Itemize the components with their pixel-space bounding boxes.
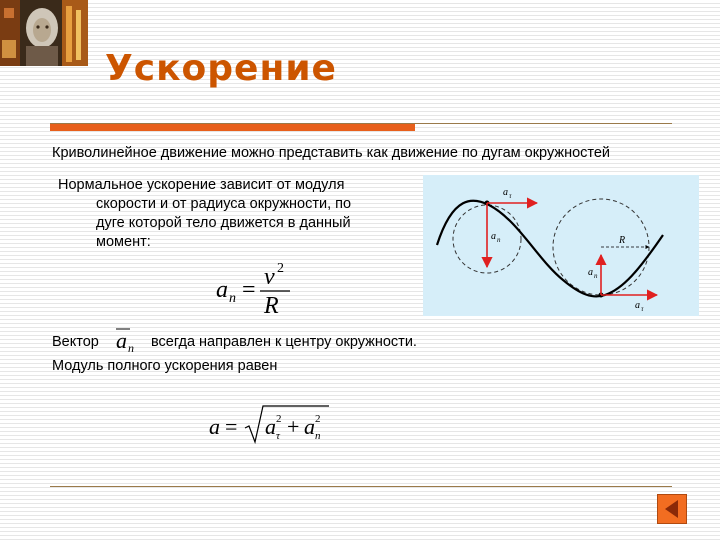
- paragraph-line-1: Нормальное ускорение зависит от модуля: [58, 177, 345, 193]
- label-an-bottom: a: [588, 267, 593, 278]
- normal-acceleration-formula: [200, 258, 310, 318]
- label-atau-top: a: [503, 187, 508, 198]
- total-acceleration-formula: [205, 402, 335, 448]
- normal-acceleration-paragraph: [58, 176, 388, 252]
- paragraph-line-3: дуге которой тело движется в данный: [96, 215, 351, 231]
- formula2-sub-n: n: [315, 430, 321, 442]
- title-underline-line: [50, 123, 672, 124]
- formula1-R: R: [264, 293, 279, 318]
- label-an-top-sub: n: [497, 236, 501, 244]
- formula1-a: a: [216, 277, 228, 303]
- modulus-text: Модуль полного ускорения равен: [52, 358, 278, 374]
- inline-vector-an: [112, 324, 148, 356]
- formula1-exp-2: 2: [277, 261, 284, 276]
- label-an-bottom-sub: n: [594, 272, 598, 280]
- previous-slide-button[interactable]: [657, 494, 687, 524]
- formula2-sub-tau: τ: [276, 430, 280, 442]
- paragraph-line-2: скорости и от радиуса окружности, по: [96, 196, 352, 212]
- logo-portrait-image: [0, 0, 88, 66]
- curvilinear-motion-diagram: [423, 175, 699, 316]
- inline-vector-sub-n: n: [128, 341, 134, 355]
- label-R: R: [619, 235, 626, 246]
- previous-slide-arrow-icon: [658, 495, 686, 523]
- formula2-a-n: a: [304, 414, 315, 439]
- label-atau-bottom: a: [635, 300, 640, 311]
- formula2-plus: +: [287, 414, 300, 439]
- trajectory-curve: [437, 201, 663, 297]
- label-atau-bottom-sub: τ: [641, 305, 644, 313]
- label-atau-top-sub: τ: [509, 192, 512, 200]
- inline-vector-a: a: [116, 328, 127, 353]
- vector-direction-text: всегда направлен к центру окружности.: [151, 334, 417, 350]
- paragraph-line-4: момент:: [96, 234, 151, 250]
- formula2-exp-2: 2: [315, 413, 321, 425]
- label-an-top: a: [491, 231, 496, 242]
- vector-word: Вектор: [52, 334, 99, 350]
- footer-line: [50, 486, 672, 487]
- formula2-a: a: [209, 414, 220, 439]
- formula2-equals: =: [225, 414, 238, 439]
- intro-text: Криволинейное движение можно представить как движение по дугам окружностей: [52, 145, 611, 161]
- formula1-v: v: [264, 264, 275, 290]
- formula2-a-tau: a: [265, 414, 276, 439]
- formula1-equals: =: [242, 277, 256, 303]
- title-underline-accent: [50, 123, 415, 131]
- slide-title: Ускорение: [105, 48, 337, 89]
- formula2-exp-1: 2: [276, 413, 282, 425]
- formula1-sub-n: n: [229, 291, 236, 306]
